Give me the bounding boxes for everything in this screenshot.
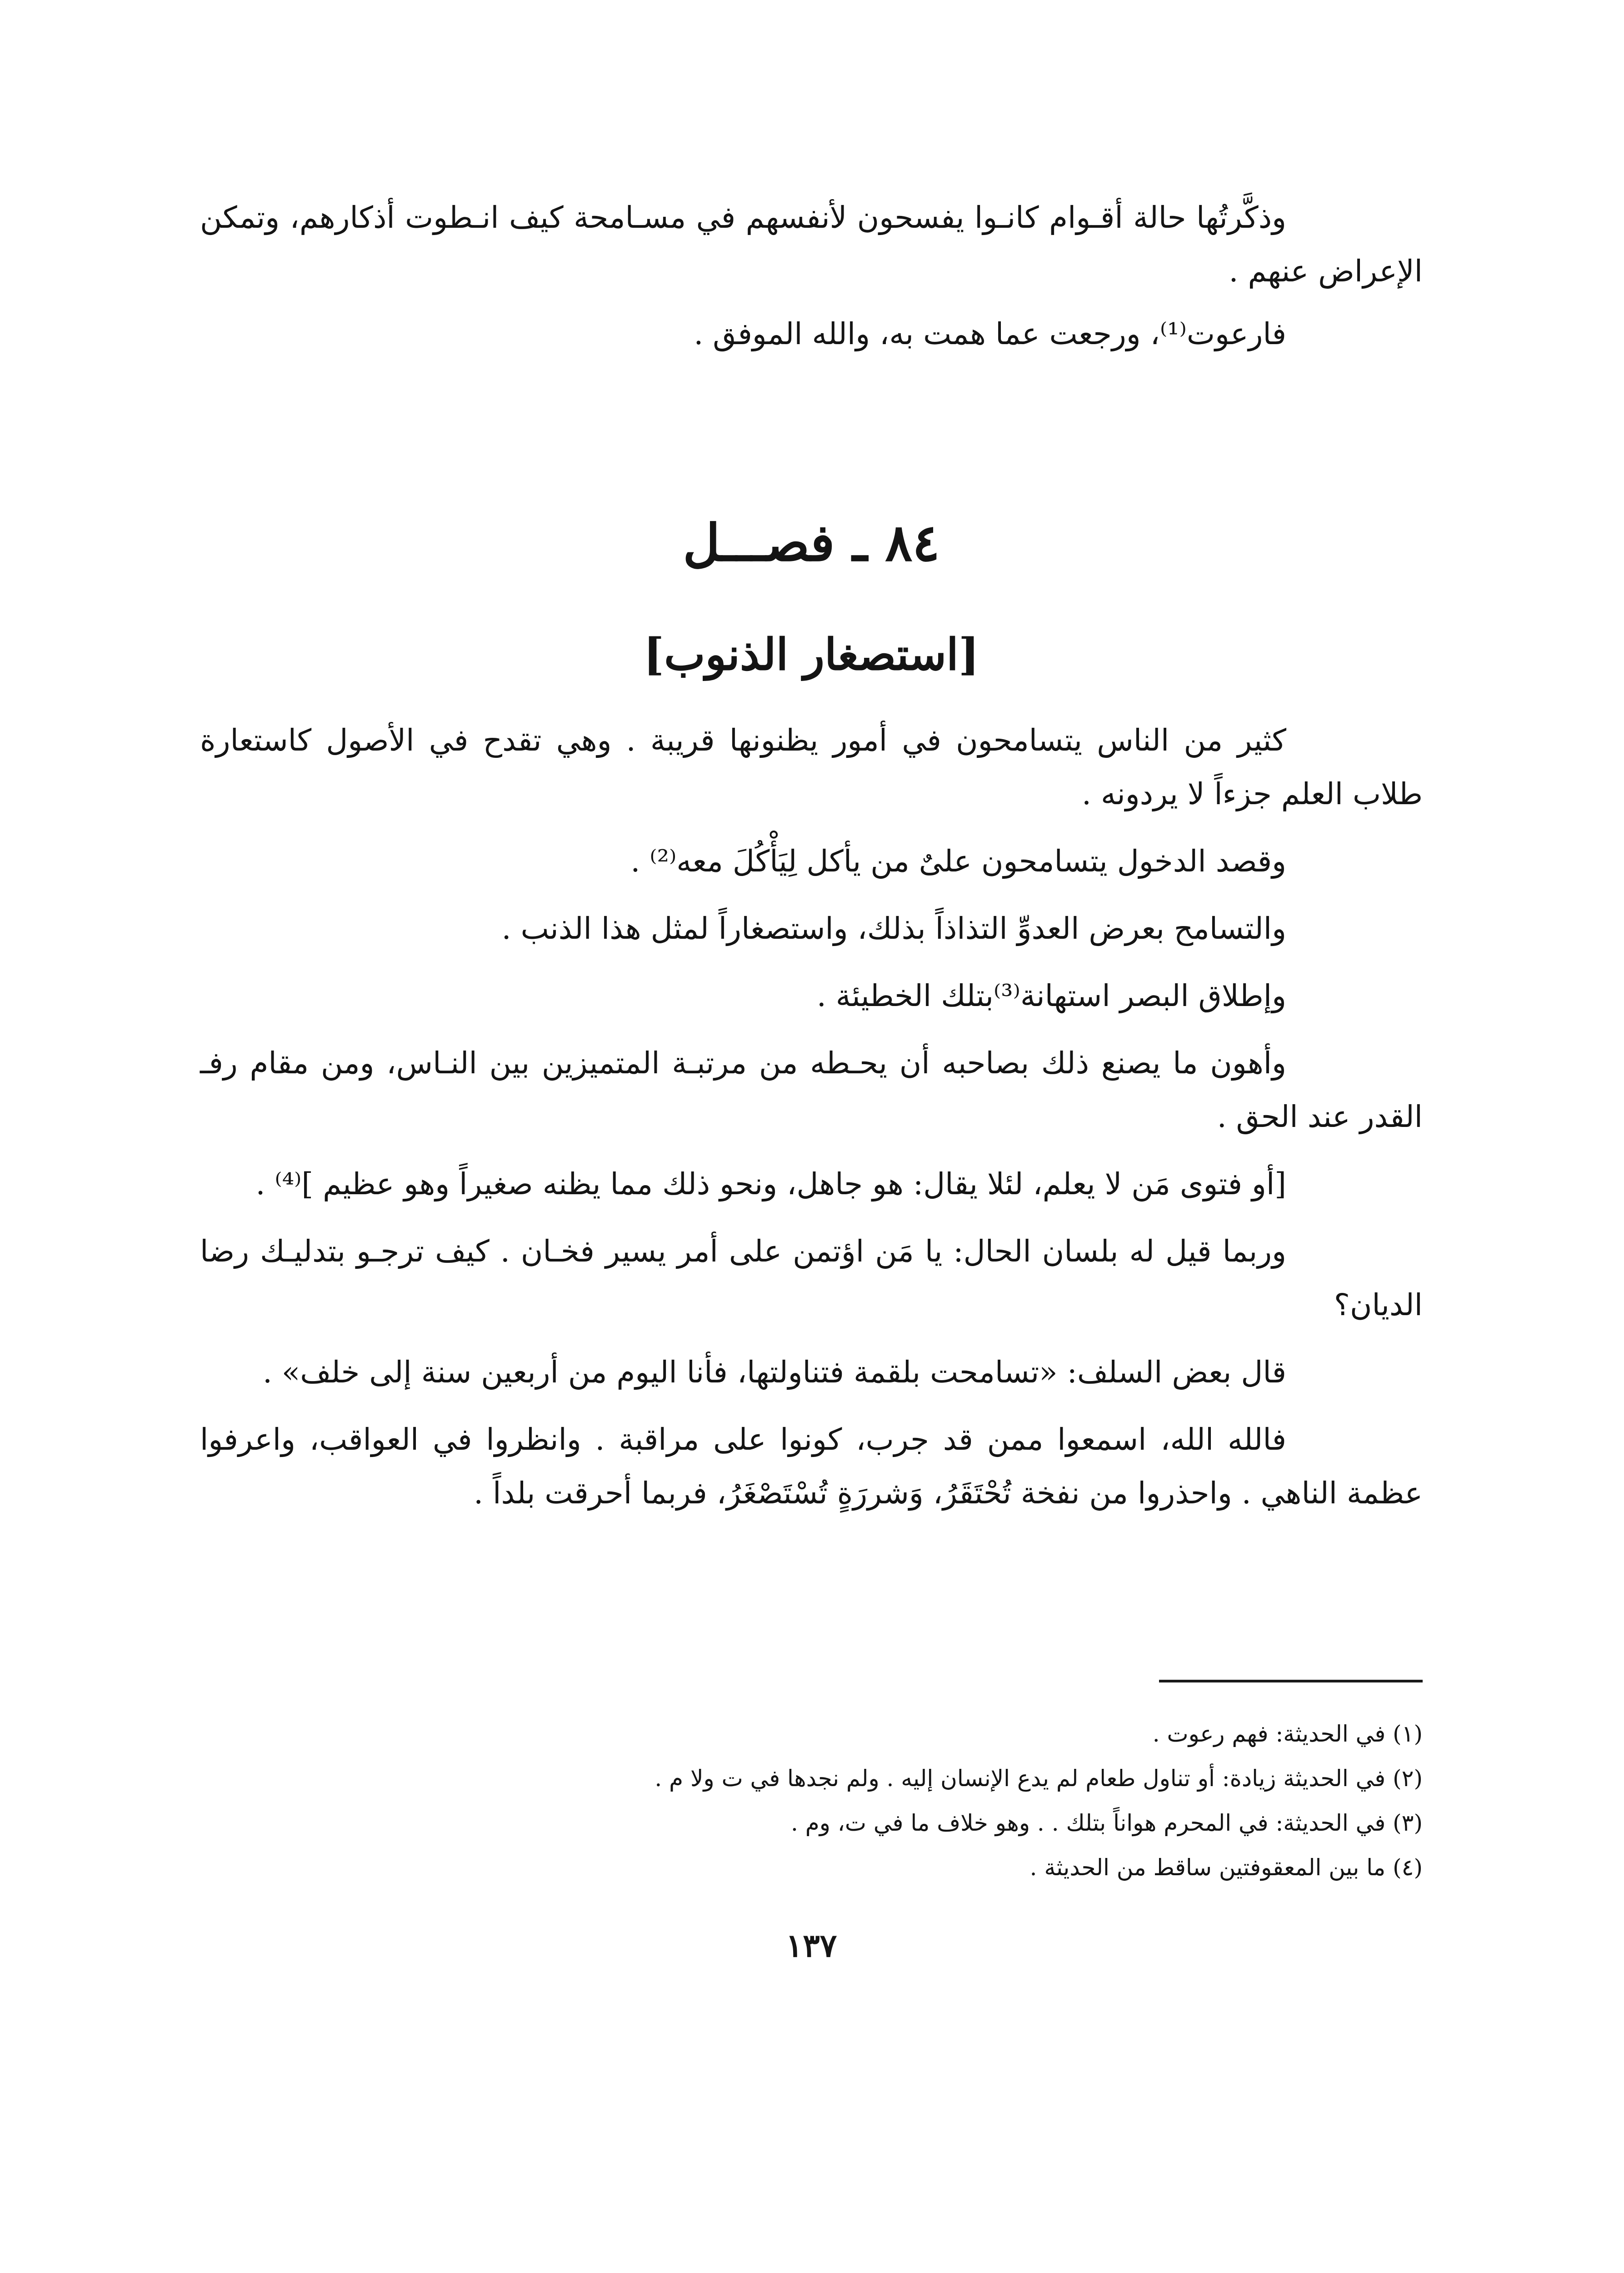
body-paragraph-5: وأهون ما يصنع ذلك بصاحبه أن يحـطه من مرتبـة المتميزين بين النـاس، ومن مقام رفـ القدر عند الحق . [200,1046,1423,1134]
body-paragraph-7: وربما قيل له بلسان الحال: يا مَن اؤتمن على أمر يسير فخـان . كيف ترجـو بتدليـك رضا الديان؟ [200,1234,1423,1322]
section-title: [استصغار الذنوب] [643,629,979,680]
body-paragraph-3: والتسامح بعرض العدوِّ التذاذاً بذلك، واستصغاراً لمثل هذا الذنب . [501,911,1286,946]
body-block [200,714,1423,1520]
footnotes [200,1712,1423,1890]
footnote-separator [1159,1680,1423,1682]
section-number-heading: ٨٤ ـ فصـــل [683,513,940,573]
footnote-4: (٤) ما بين المعقوفتين ساقط من الحديثة . [1029,1854,1423,1881]
footnote-3: (٣) في الحديثة: في المحرم هواناً بتلك . . وهو خلاف ما في ت، وم . [790,1810,1423,1836]
intro-paragraph-1: وذكَّرتُها حالة أقـوام كانـوا يفسحون لأنفسهم في مسـامحة كيف انـطوت أذكارهم، وتمكن الإعراض عنهم . [200,200,1423,289]
body-paragraph-1: كثير من الناس يتسامحون في أمور يظنونها قريبة . وهي تقدح في الأصول كاستعارة طلاب العلم جزءاً لا يردونه . [200,723,1423,811]
body-paragraph-9: فالله الله، اسمعوا ممن قد جرب، كونوا على مراقبة . وانظروا في العواقب، واعرفوا عظمة الناهي . واحذروا من نفخة تُحْتَقَرُ، وَشررَةٍ تُسْتَصْغَرُ، فربما أحرقت بلداً . [200,1422,1423,1511]
body-paragraph-2: وقصد الدخول يتسامحون علىٌ من يأكل لِيَأْكُلَ معه⁽²⁾ . [630,844,1286,879]
body-paragraph-4: وإطلاق البصر استهانة⁽³⁾بتلك الخطيئة . [816,978,1286,1013]
footnote-1: (١) في الحديثة: فهم رعوت . [1152,1721,1423,1747]
intro-block [200,191,1423,361]
page-number: ١٣٧ [785,1927,837,1964]
body-paragraph-8: قال بعض السلف: «تسامحت بلقمة فتناولتها، فأنا اليوم من أربعين سنة إلى خلف» . [262,1355,1286,1390]
footnote-2: (٢) في الحديثة زيادة: أو تناول طعام لم يدع الإنسان إليه . ولم نجدها في ت ولا م . [655,1765,1423,1792]
intro-paragraph-2: فارعوت⁽¹⁾، ورجعت عما همت به، والله الموفق . [694,316,1286,351]
body-paragraph-6: [أو فتوى مَن لا يعلم، لئلا يقال: هو جاهل، ونحو ذلك مما يظنه صغيراً وهو عظيم ]⁽⁴⁾ . [255,1167,1286,1202]
